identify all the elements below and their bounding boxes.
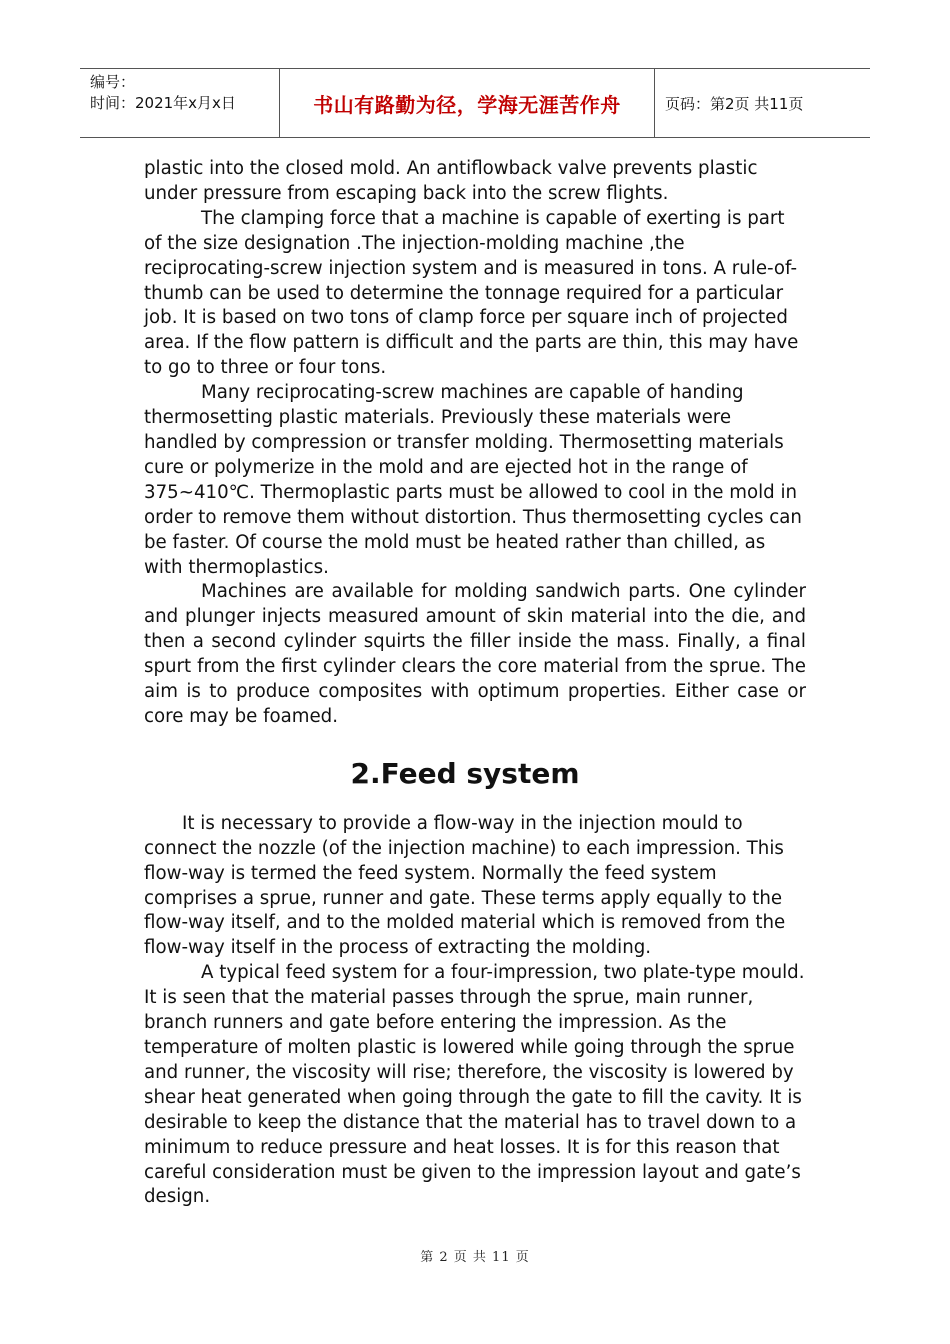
header-number-label: 编号： (90, 73, 136, 91)
header-meta (80, 69, 280, 137)
paragraph-5: It is necessary to provide a flow-way in the injection mould to connect the nozzle (of the injection machine) to each impression. This flow-way is termed the feed system. Normally the feed system comprises a sprue, runner and gate. These terms apply equally to the flow-way itself, and to the molded material which is removed from the flow-way itself in the process of extracting the molding. (144, 812, 786, 959)
header-page-info: 页码：第2页 共11页 (665, 94, 804, 113)
paragraph-2: The clamping force that a machine is capable of exerting is part of the size designation .The injection-molding machine ,the reciprocating-screw injection system and is measured in tons. A rule-of-thumb can be used to determine the tonnage required for a particular job. It is based on two tons of clamp force per square inch of projected area. If the flow pattern is difficult and the parts are thin, this may have to go to three or four tons. (144, 207, 799, 379)
page-footer: 第 2 页 共 11 页 (420, 1250, 530, 1265)
document-body (144, 157, 806, 1210)
section-heading: 2.Feed system (350, 756, 580, 790)
header-motto: 书山有路勤为径，学海无涯苦作舟 (280, 69, 655, 137)
page-header (80, 68, 870, 138)
paragraph-3: Many reciprocating-screw machines are capable of handing thermosetting plastic materials. Previously these materials were handled by compression or transfer molding. Thermosetting materials cure or polymerize in the mold and are ejected hot in the range of 375~410℃. Thermoplastic parts must be allowed to cool in the mold in order to remove them without distortion. Thus thermosetting cycles can be faster. Of course the mold must be heated rather than chilled, as with thermoplastics. (144, 382, 802, 578)
paragraph-1: plastic into the closed mold. An antiflowback valve prevents plastic under pressure from escaping back into the screw flights. (144, 158, 758, 204)
header-time-label: 时间：2021年x月x日 (90, 94, 236, 112)
paragraph-4: Machines are available for molding sandwich parts. One cylinder and plunger injects measured amount of skin material into the die, and then a second cylinder squirts the filler inside the mass. Finally, a final spurt from the first cylinder clears the core material from the sprue. The aim is to produce composites with optimum properties. Either case or core may be foamed. (144, 581, 806, 727)
paragraph-6: A typical feed system for a four-impression, two plate-type mould. It is seen that the material passes through the sprue, main runner, branch runners and gate before entering the impression. As the temperature of molten plastic is lowered while going through the sprue and runner, the viscosity will rise; therefore, the viscosity is lowered by shear heat generated when going through the gate to fill the cavity. It is desirable to keep the distance that the material has to travel down to a minimum to reduce pressure and heat losses. It is for this reason that careful consideration must be given to the impression layout and gate’s design. (144, 962, 805, 1208)
